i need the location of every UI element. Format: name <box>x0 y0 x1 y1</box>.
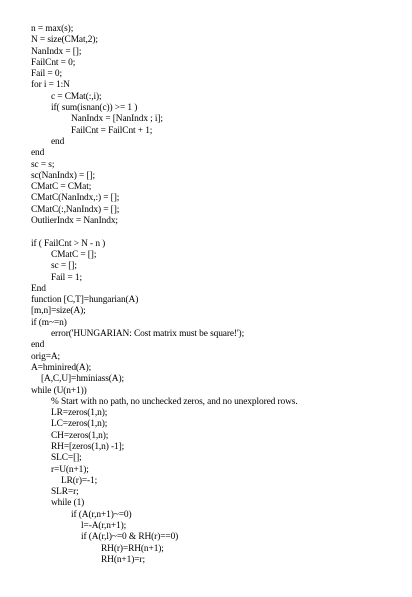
code-line: FailCnt = FailCnt + 1; <box>71 125 153 136</box>
code-line: end <box>51 136 65 147</box>
code-line: RH(r)=RH(n+1); <box>101 543 164 554</box>
code-line: SLC=[]; <box>51 453 82 464</box>
code-line: CMatC(:,NanIndx) = []; <box>31 204 120 215</box>
code-line: if (A(r,l)~=0 & RH(r)==0) <box>81 532 179 543</box>
code-line: c = CMat(:,i); <box>51 91 102 102</box>
code-line: if (m~=n) <box>31 317 67 328</box>
code-line <box>31 227 401 238</box>
code-line: A=hminired(A); <box>31 362 92 373</box>
code-line: sc = []; <box>51 261 77 272</box>
code-line: RH(n+1)=r; <box>101 554 145 565</box>
code-line: orig=A; <box>31 351 61 362</box>
code-line: LC=zeros(1,n); <box>51 419 108 430</box>
code-line: Fail = 0; <box>31 69 62 80</box>
code-line: FailCnt = 0; <box>31 57 76 68</box>
code-line: sc(NanIndx) = []; <box>31 170 95 181</box>
code-line: CMatC = []; <box>51 249 97 260</box>
code-listing <box>31 24 401 566</box>
code-line: if( sum(isnan(c)) >= 1 ) <box>51 103 138 114</box>
code-line: LR(r)=-1; <box>61 475 98 486</box>
code-line: end <box>31 340 45 351</box>
code-line: CH=zeros(1,n); <box>51 430 109 441</box>
code-line: N = size(CMat,2); <box>31 35 98 46</box>
code-line: NanIndx = [NanIndx ; i]; <box>71 114 163 125</box>
code-line: for i = 1:N <box>31 80 70 91</box>
code-line: SLR=r; <box>51 487 79 498</box>
code-line: % Start with no path, no unchecked zeros, and no unexplored rows. <box>51 396 298 407</box>
code-line: End <box>31 283 46 294</box>
code-line: if ( FailCnt > N - n ) <box>31 238 106 249</box>
code-line: sc = s; <box>31 159 55 170</box>
code-line: OutlierIndx = NanIndx; <box>31 216 118 227</box>
code-line: while (1) <box>51 498 85 509</box>
code-line: l=-A(r,n+1); <box>81 521 127 532</box>
code-line: if (A(r,n+1)~=0) <box>71 509 132 520</box>
code-line: n = max(s); <box>31 24 74 34</box>
code-line: r=U(n+1); <box>51 464 89 475</box>
code-line: RH=[zeros(1,n) -1]; <box>51 441 125 452</box>
code-line: [m,n]=size(A); <box>31 306 86 317</box>
code-line: CMatC(NanIndx,:) = []; <box>31 193 120 204</box>
code-line: error('HUNGARIAN: Cost matrix must be square!'); <box>51 329 245 340</box>
code-line: LR=zeros(1,n); <box>51 408 108 419</box>
code-line: end <box>31 148 45 159</box>
code-line: while (U(n+1)) <box>31 385 87 396</box>
code-line: [A,C,U]=hminiass(A); <box>41 374 124 385</box>
code-line: NanIndx = []; <box>31 46 82 57</box>
code-line: function [C,T]=hungarian(A) <box>31 295 139 306</box>
code-line: CMatC = CMat; <box>31 182 92 193</box>
code-line: Fail = 1; <box>51 272 82 283</box>
